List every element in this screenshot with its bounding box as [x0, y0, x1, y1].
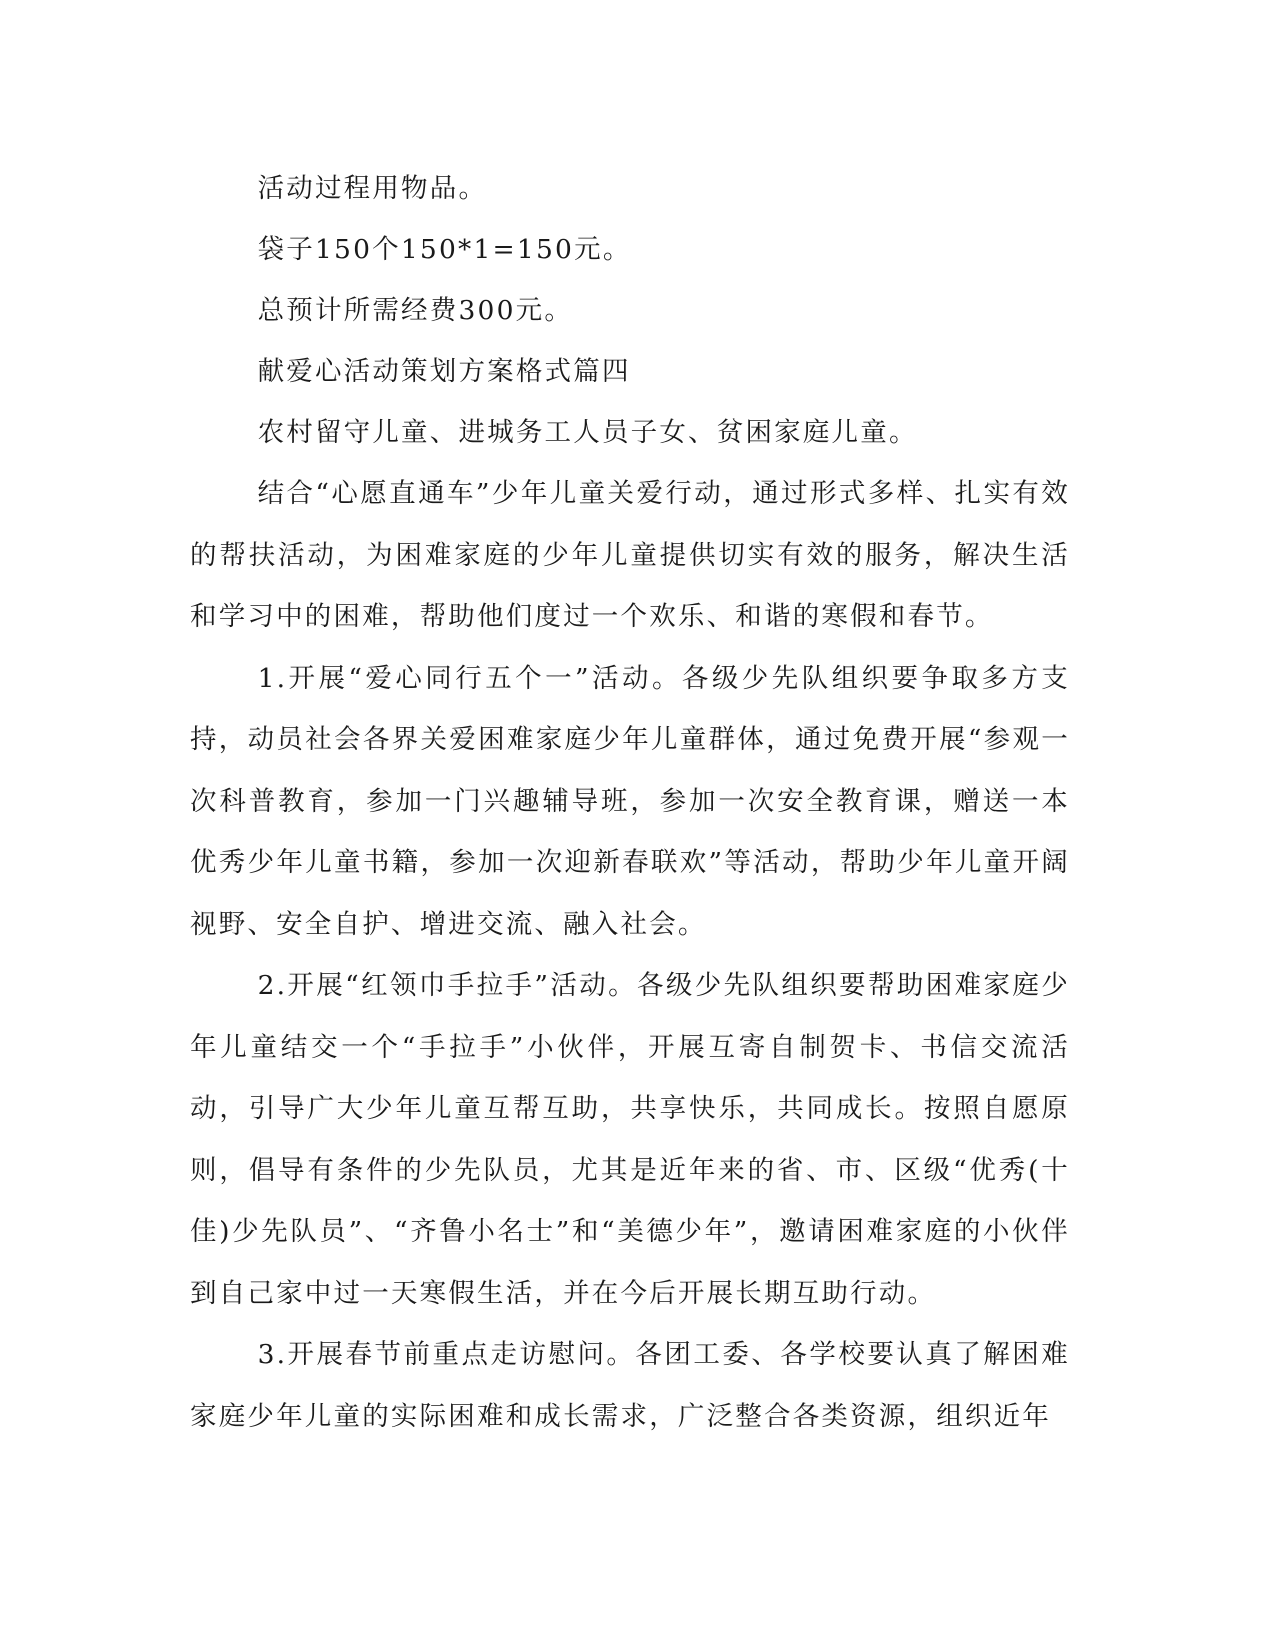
paragraph-item-3: 3.开展春节前重点走访慰问。各团工委、各学校要认真了解困难家庭少年儿童的实际困难和成长需求，广泛整合各类资源，组织近年 [190, 1339, 1070, 1432]
section-heading: 献爱心活动策划方案格式篇四 [257, 356, 631, 387]
paragraph-item-2: 2.开展“红领巾手拉手”活动。各级少先队组织要帮助困难家庭少年儿童结交一个“手拉手”小伙伴，开展互寄自制贺卡、书信交流活动，引导广大少年儿童互帮互助，共享快乐，共同成长。按照自愿原则，倡导有条件的少先队员，尤其是近年来的省、市、区级“优秀(十佳)少先队员”、“齐鲁小名士”和“美德少年”，邀请困难家庭的小伙伴到自己家中过一天寒假生活，并在今后开展长期互助行动。 [190, 970, 1070, 1309]
paragraph-purpose: 结合“心愿直通车”少年儿童关爱行动，通过形式多样、扎实有效的帮扶活动，为困难家庭的少年儿童提供切实有效的服务，解决生活和学习中的困难，帮助他们度过一个欢乐、和谐的寒假和春节。 [190, 478, 1070, 632]
paragraph-supplies: 活动过程用物品。 [257, 173, 488, 204]
paragraph-total-budget: 总预计所需经费300元。 [257, 295, 574, 326]
paragraph-bags-cost: 袋子150个150*1=150元。 [257, 234, 632, 265]
paragraph-item-1: 1.开展“爱心同行五个一”活动。各级少先队组织要争取多方支持，动员社会各界关爱困难家庭少年儿童群体，通过免费开展“参观一次科普教育，参加一门兴趣辅导班，参加一次安全教育课，赠送一本优秀少年儿童书籍，参加一次迎新春联欢”等活动，帮助少年儿童开阔视野、安全自护、增进交流、融入社会。 [190, 662, 1070, 940]
paragraph-target-group: 农村留守儿童、进城务工人员子女、贫困家庭儿童。 [257, 417, 918, 448]
document-body [190, 158, 1070, 1447]
